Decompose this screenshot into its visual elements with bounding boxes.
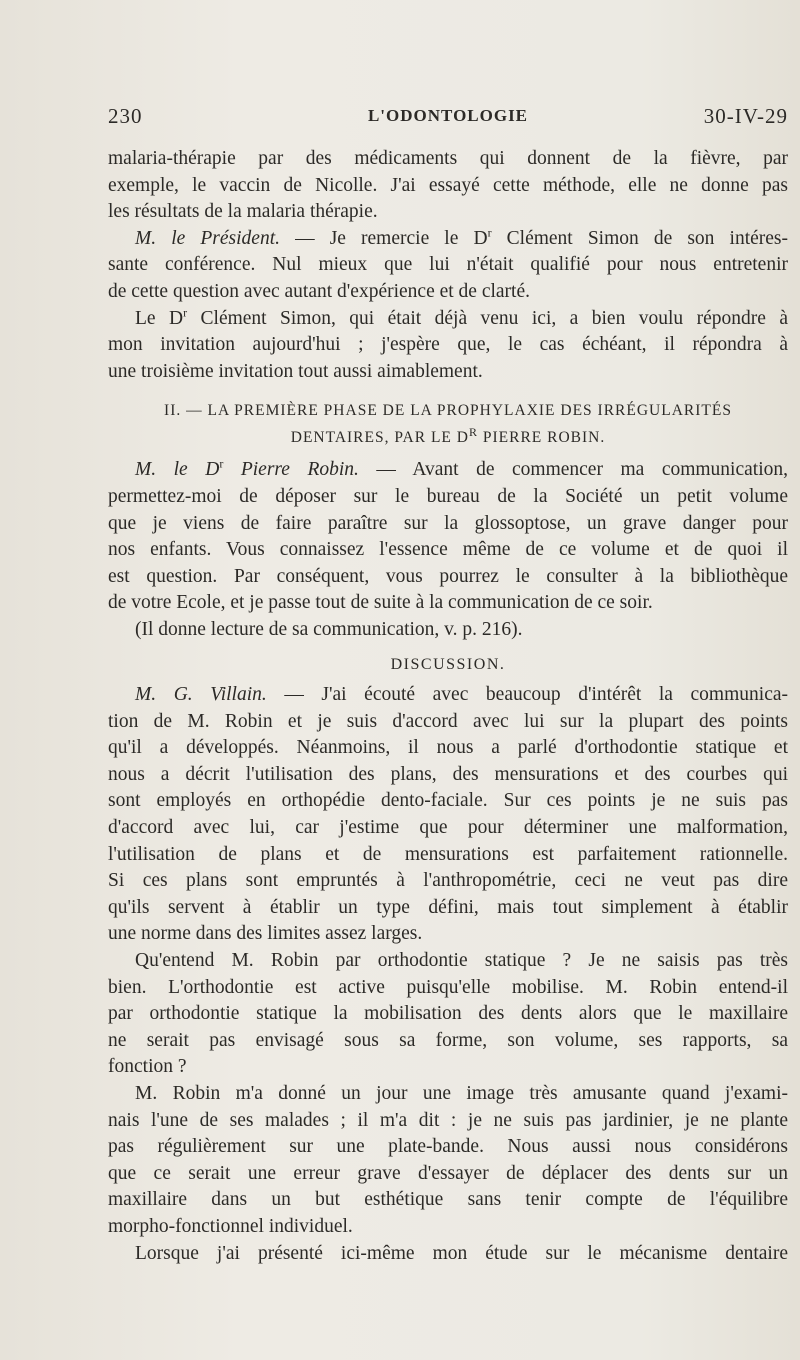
text-line: maxillaire dans un but esthétique sans tenir compte de l'équilibre xyxy=(108,1189,788,1211)
superscript: r xyxy=(487,225,492,240)
paragraph-8 xyxy=(108,1081,788,1241)
paragraph-reading-note: (Il donne lecture de sa communication, v. p. 216). xyxy=(135,618,523,640)
text-line: d'accord avec lui, car j'estime que pour déterminer une malformation, xyxy=(108,817,788,839)
paragraph-9 xyxy=(108,1241,788,1268)
text-line: bien. L'orthodontie est active puisqu'elle mobilise. M. Robin entend-il xyxy=(108,976,788,998)
text-line: morpho-fonctionnel individuel. xyxy=(108,1215,353,1237)
text-line: une troisième invitation tout aussi aimablement. xyxy=(108,360,483,382)
text-line: mon invitation aujourd'hui ; j'espère que, le cas échéant, il répondra à xyxy=(108,334,788,356)
text-line: par orthodontie statique la mobilisation des dents alors que le maxillaire xyxy=(108,1003,788,1025)
speaker-name: Pierre Robin. xyxy=(223,459,359,481)
superscript: r xyxy=(183,305,188,320)
paragraph-robin xyxy=(108,457,788,617)
superscript: R xyxy=(468,425,478,440)
text-line: que je viens de faire paraître sur la glossoptose, un grave danger pour xyxy=(108,512,788,534)
text-line: permettez-moi de déposer sur le bureau de la Société un petit volume xyxy=(108,485,788,507)
paragraph-7 xyxy=(108,948,788,1081)
running-header xyxy=(108,104,788,134)
text-fragment: — Je remercie le D xyxy=(280,227,488,249)
text-line: qu'il a développés. Néanmoins, il nous a parlé d'orthodontie statique et xyxy=(108,737,788,759)
paragraph-villain xyxy=(108,682,788,948)
text-line: est question. Par conséquent, vous pourrez le consulter à la bibliothèque xyxy=(108,565,788,587)
text-line: une norme dans des limites assez larges. xyxy=(108,923,423,945)
speaker-name: M. G. Villain. xyxy=(135,684,267,706)
text-line: Qu'entend M. Robin par orthodontie statique ? Je ne saisis pas très xyxy=(135,950,788,972)
text-line: sont employés en orthopédie dento-faciale. Sur ces points je ne suis pas xyxy=(108,790,788,812)
text-line: que ce serait une erreur grave d'essayer de déplacer des dents sur un xyxy=(108,1162,788,1184)
speaker-name: M. le Président. xyxy=(135,227,280,249)
section-title-line-2: DENTAIRES, PAR LE D xyxy=(290,429,469,447)
text-fragment: Clément Simon, qui était déjà venu ici, a bien voulu répondre à xyxy=(187,307,789,329)
paragraph-1 xyxy=(108,146,788,226)
journal-title: L'ODONTOLOGIE xyxy=(367,106,529,125)
superscript: r xyxy=(219,456,224,471)
text-line: de votre Ecole, et je passe tout de suite à la communication de ce soir. xyxy=(108,592,653,614)
text-line: nais l'une de ses malades ; il m'a dit : je ne suis pas jardinier, je ne plante xyxy=(108,1109,788,1131)
text-line: M. Robin m'a donné un jour une image très amusante quand j'exami- xyxy=(135,1083,788,1104)
issue-date: 30-IV-29 xyxy=(703,104,788,128)
section-author: PIERRE ROBIN. xyxy=(478,429,606,447)
text-line: de cette question avec autant d'expérience et de clarté. xyxy=(108,280,530,302)
discussion-heading: DISCUSSION. xyxy=(390,655,506,673)
text-line: nos enfants. Vous connaissez l'essence même de ce volume et de quoi il xyxy=(108,539,788,561)
text-fragment: Clément Simon de son intéres- xyxy=(491,227,788,249)
text-line: tion de M. Robin et je suis d'accord avec lui sur la plupart des points xyxy=(108,710,788,732)
text-line: malaria-thérapie par des médicaments qui donnent de la fièvre, par xyxy=(108,148,788,169)
section-number: II. — xyxy=(164,402,208,420)
text-line: pas régulièrement sur une plate-bande. Nous aussi nous considérons xyxy=(108,1136,788,1158)
text-line: nous a décrit l'utilisation des plans, des mensurations et des courbes qui xyxy=(108,763,788,785)
text-line: ne serait pas envisagé sous sa forme, son volume, ses rapports, sa xyxy=(108,1029,788,1051)
page-number: 230 xyxy=(108,104,143,128)
text-fragment: — J'ai écouté avec beaucoup d'intérêt la communica- xyxy=(266,684,788,706)
paragraph-president xyxy=(108,226,788,306)
text-line: l'utilisation de plans et de mensurations est parfaitement rationnelle. xyxy=(108,843,788,865)
paragraph-3 xyxy=(108,306,788,386)
text-fragment: Le D xyxy=(135,307,184,329)
text-line: les résultats de la malaria thérapie. xyxy=(108,201,378,223)
section-heading xyxy=(108,397,788,451)
text-fragment: — Avant de commencer ma communication, xyxy=(358,459,788,481)
page-body xyxy=(108,146,788,1267)
text-line: exemple, le vaccin de Nicolle. J'ai essayé cette méthode, elle ne donne pas xyxy=(108,174,788,196)
text-line: Si ces plans sont empruntés à l'anthropométrie, ceci ne veut pas dire xyxy=(108,870,788,892)
text-line: sante conférence. Nul mieux que lui n'était qualifié pour nous entretenir xyxy=(108,254,788,276)
section-title-line-1: LA PREMIÈRE PHASE DE LA PROPHYLAXIE DES IRRÉGULARITÉS xyxy=(207,402,732,420)
text-line: qu'ils servent à établir un type défini, mais tout simplement à établir xyxy=(108,896,788,918)
text-line: fonction ? xyxy=(108,1056,187,1078)
text-line: Lorsque j'ai présenté ici-même mon étude sur le mécanisme dentaire xyxy=(135,1242,788,1264)
speaker-name: M. le D xyxy=(135,459,220,481)
